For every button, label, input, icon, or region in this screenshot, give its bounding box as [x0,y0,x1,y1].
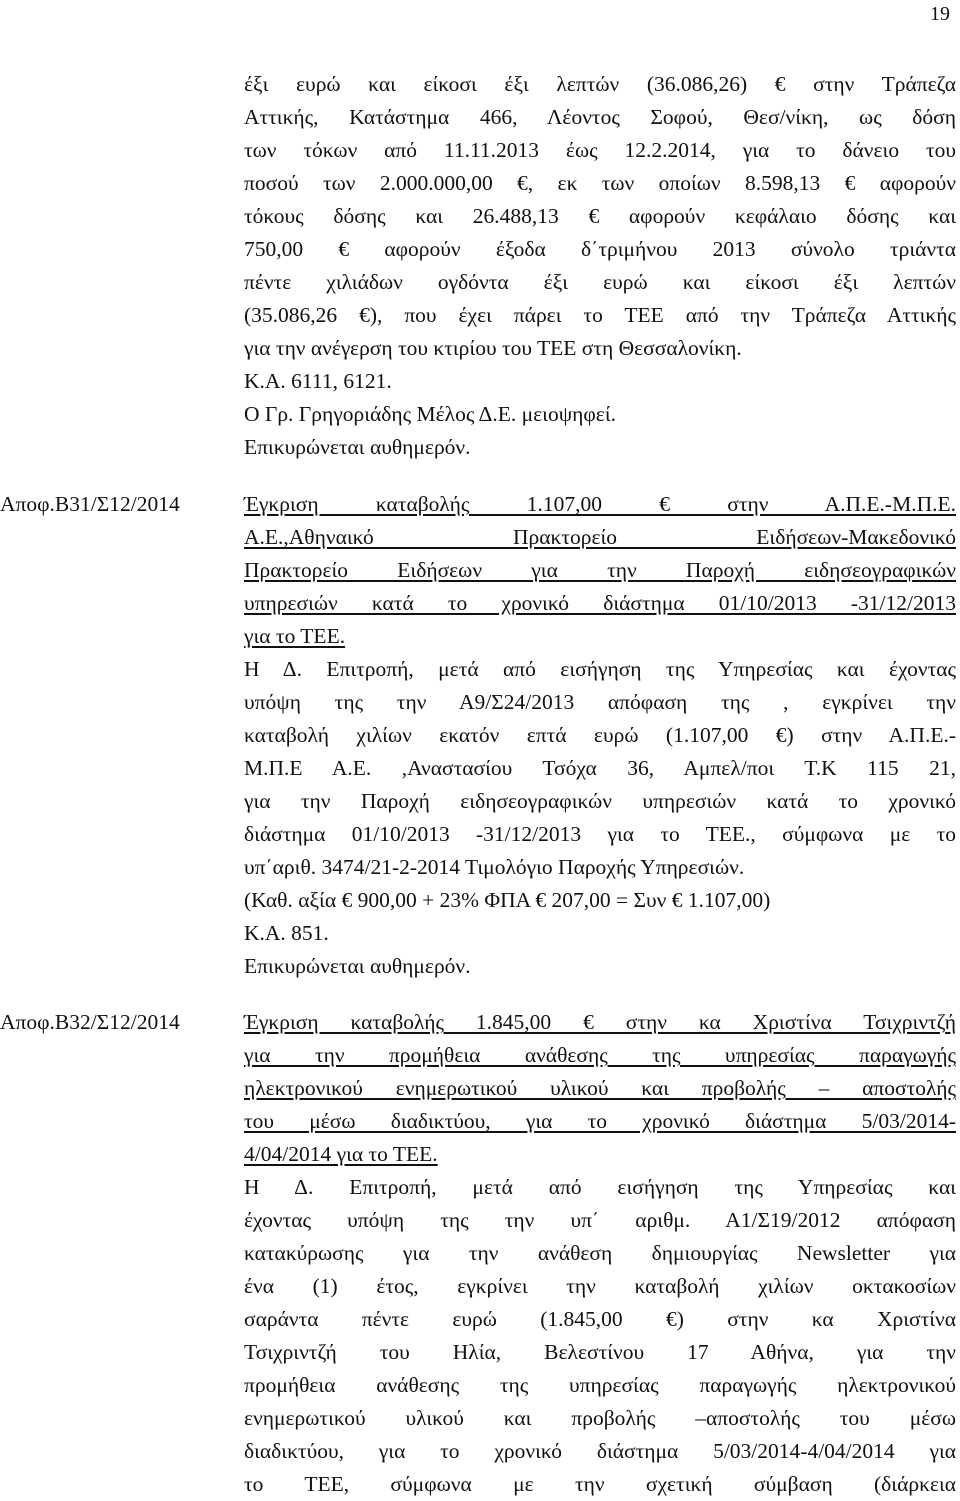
decision-b31 [244,488,956,983]
text-line: σαράντα πέντε ευρώ (1.845,00 €) στην κα Χριστίνα [244,1307,956,1331]
decision-label-b32: Αποφ.Β32/Σ12/2014 [0,1010,180,1034]
decision-title-line: του μέσω διαδικτύου, για το χρονικό διάστημα 5/03/2014- [244,1109,956,1133]
text-line: προμήθεια ανάθεσης της υπηρεσίας παραγωγής ηλεκτρονικού [244,1373,956,1397]
decision-title-line: ηλεκτρονικού ενημερωτικού υλικού και προβολής – αποστολής [244,1076,956,1100]
text-line: Ο Γρ. Γρηγοριάδης Μέλος Δ.Ε. μειοψηφεί. [244,402,616,426]
text-line: υπ΄αριθ. 3474/21-2-2014 Τιμολόγιο Παροχής Υπηρεσιών. [244,855,745,879]
decision-title-line: υπηρεσιών κατά το χρονικό διάστημα 01/10/2013 -31/12/2013 [244,591,956,615]
text-line: Τσιχριντζή του Ηλία, Βελεστίνου 17 Αθήνα, για την [244,1340,956,1364]
text-line: ένα (1) έτος, εγκρίνει την καταβολή χιλίων οκτακοσίων [244,1274,956,1298]
intro-paragraph [244,68,956,464]
text-line: ενημερωτικού υλικού και προβολής –αποστολής του μέσω [244,1406,956,1430]
text-line: κατακύρωσης για την ανάθεση δημιουργίας Newsletter για [244,1241,956,1265]
decision-title-line: Έγκριση καταβολής 1.845,00 € στην κα Χριστίνα Τσιχριντζή [244,1010,956,1034]
decision-title-line: Α.Ε.,Αθηναικό Πρακτορείο Ειδήσεων-Μακεδονικό [244,525,956,549]
text-line: έχοντας υπόψη της την υπ΄ αριθμ. Α1/Σ19/2012 απόφαση [244,1208,956,1232]
text-line: Μ.Π.Ε Α.Ε. ,Αναστασίου Τσόχα 36, Αμπελ/ποι Τ.Κ 115 21, [244,756,956,780]
text-line: Η Δ. Επιτροπή, μετά από εισήγηση της Υπηρεσίας και έχοντας [244,657,956,681]
decision-label-b31: Αποφ.Β31/Σ12/2014 [0,492,180,516]
text-line: υπόψη της την Α9/Σ24/2013 απόφαση της , εγκρίνει την [244,690,956,714]
text-line: διάστημα 01/10/2013 -31/12/2013 για το ΤΕΕ., σύμφωνα με το [244,822,956,846]
text-line: έξι ευρώ και είκοσι έξι λεπτών (36.086,26) € στην Τράπεζα [244,72,956,96]
decision-title-line: Έγκριση καταβολής 1.107,00 € στην Α.Π.Ε.-Μ.Π.Ε. [244,492,956,516]
text-line: Η Δ. Επιτροπή, μετά από εισήγηση της Υπηρεσίας και [244,1175,956,1199]
decision-title-line: Πρακτορείο Ειδήσεων για την Παροχή ειδησεογραφικών [244,558,956,582]
decision-title-line: για το ΤΕΕ. [244,624,346,648]
decision-title-line: 4/04/2014 για το ΤΕΕ. [244,1142,438,1166]
text-line: (Καθ. αξία € 900,00 + 23% ΦΠΑ € 207,00 = Συν € 1.107,00) [244,888,771,912]
text-line: των τόκων από 11.11.2013 έως 12.2.2014, για το δάνειο του [244,138,956,162]
text-line: Επικυρώνεται αυθημερόν. [244,435,471,459]
text-line: το ΤΕΕ, σύμφωνα με την σχετική σύμβαση (διάρκεια [244,1472,956,1496]
text-line: για την ανέγερση του κτιρίου του ΤΕΕ στη Θεσσαλονίκη. [244,336,742,360]
text-line: για την Παροχή ειδησεογραφικών υπηρεσιών κατά το χρονικό [244,789,956,813]
text-line: τόκους δόσης και 26.488,13 € αφορούν κεφάλαιο δόσης και [244,204,956,228]
text-line: (35.086,26 €), που έχει πάρει το ΤΕΕ από την Τράπεζα Αττικής [244,303,956,327]
text-line: καταβολή χιλίων εκατόν επτά ευρώ (1.107,00 €) στην Α.Π.Ε.- [244,723,956,747]
text-line: Κ.Α. 6111, 6121. [244,369,392,393]
decision-b32 [244,1006,956,1501]
text-line: ποσού των 2.000.000,00 €, εκ των οποίων 8.598,13 € αφορούν [244,171,956,195]
text-line: διαδικτύου, για το χρονικό διάστημα 5/03/2014-4/04/2014 για [244,1439,956,1463]
text-line: 750,00 € αφορούν έξοδα δ΄τριμήνου 2013 σύνολο τριάντα [244,237,956,261]
decision-title-line: για την προμήθεια ανάθεσης της υπηρεσίας παραγωγής [244,1043,956,1067]
text-line: Κ.Α. 851. [244,921,329,945]
text-line: πέντε χιλιάδων ογδόντα έξι ευρώ και είκοσι έξι λεπτών [244,270,956,294]
page-number: 19 [930,3,950,25]
text-line: Επικυρώνεται αυθημερόν. [244,954,471,978]
text-line: Αττικής, Κατάστημα 466, Λέοντος Σοφού, Θεσ/νίκη, ως δόση [244,105,956,129]
